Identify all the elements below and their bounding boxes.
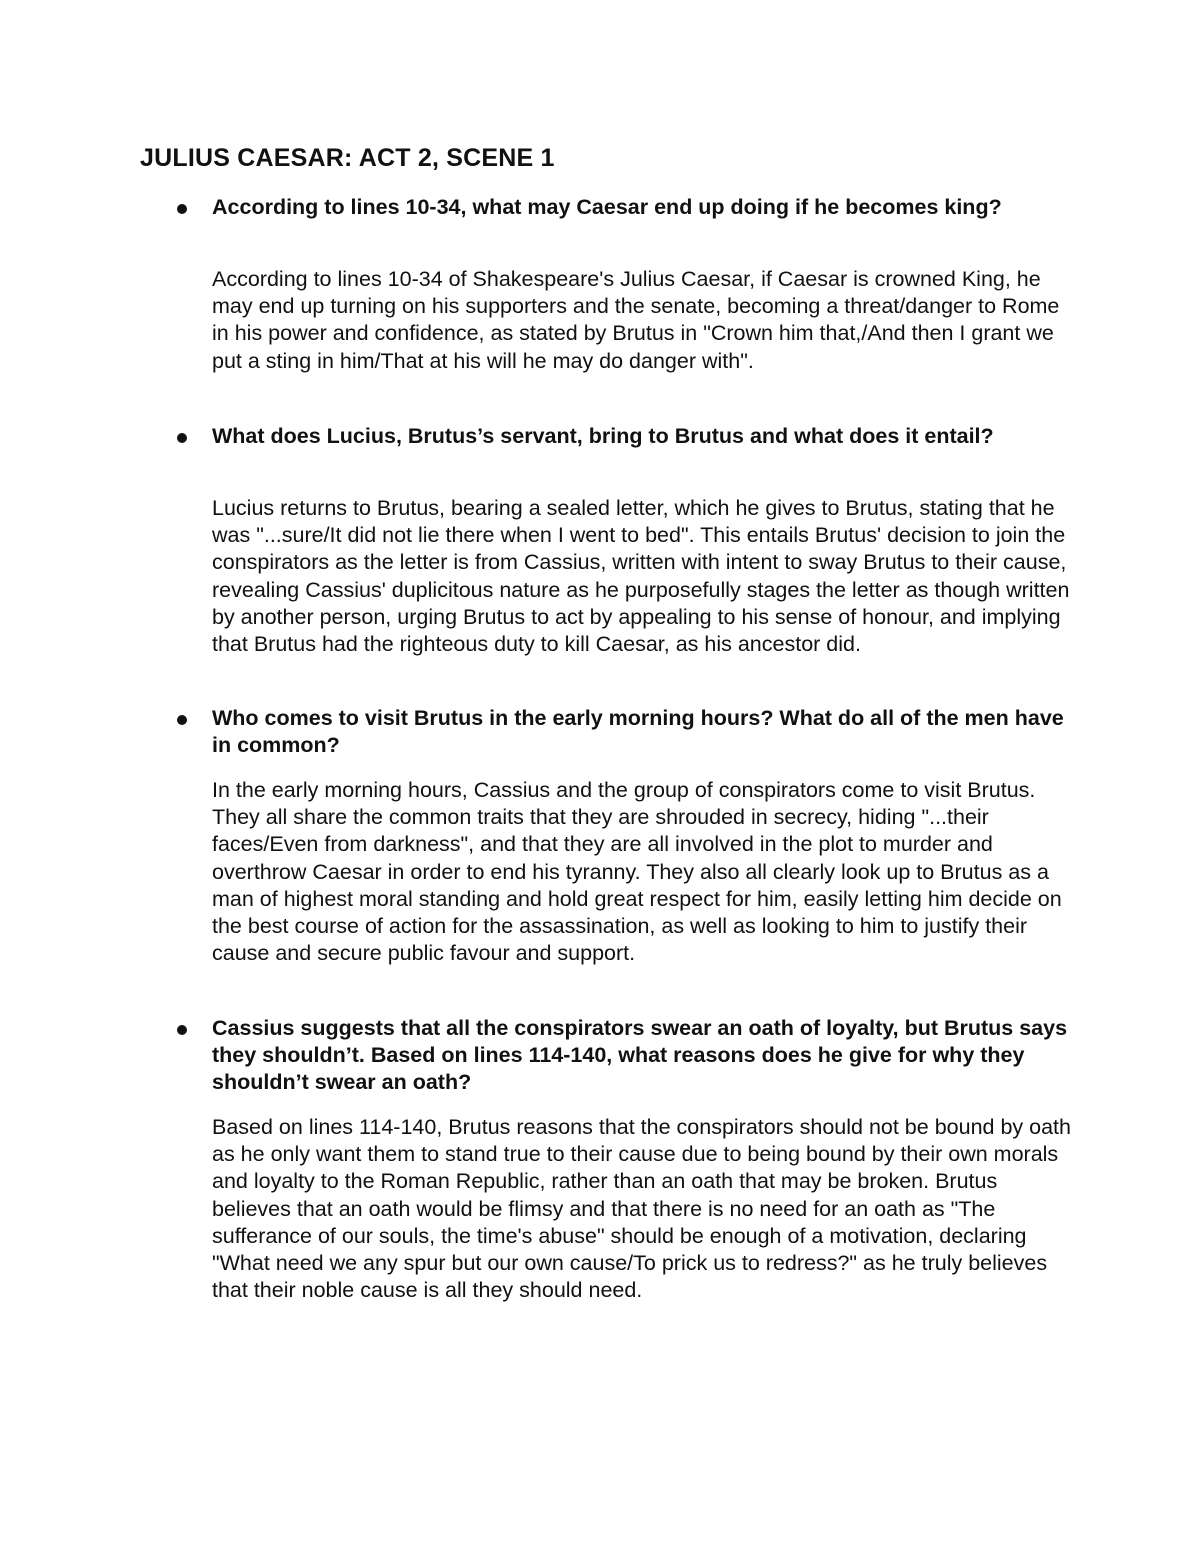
question-text: Who comes to visit Brutus in the early morning hours? What do all of the men have in common? <box>212 706 1064 757</box>
bullet-icon <box>177 433 187 443</box>
document-title: JULIUS CAESAR: ACT 2, SCENE 1 <box>140 144 555 172</box>
answer-text: Lucius returns to Brutus, bearing a sealed letter, which he gives to Brutus, stating that he was "...sure/It did not lie there when I went to bed". This entails Brutus' decision to join the conspirators as the letter is from Cassius, written with intent to sway Brutus to their cause, revealing Cassius' duplicitous nature as he purposefully stages the letter as though written by another person, urging Brutus to act by appealing to his sense of honour, and implying that Brutus had the righteous duty to kill Caesar, as his ancestor did. <box>212 496 1070 657</box>
question-text: What does Lucius, Brutus’s servant, bring to Brutus and what does it entail? <box>212 424 994 448</box>
bullet-icon <box>177 715 187 725</box>
answer-text: In the early morning hours, Cassius and the group of conspirators come to visit Brutus. They all share the common traits that they are shrouded in secrecy, hiding "...their faces/Even from darkness", and that they are all involved in the plot to murder and overthrow Caesar in order to end his tyranny. They also all clearly look up to Brutus as a man of highest moral standing and hold great respect for him, easily letting him decide on the best course of action for the assassination, as well as looking to him to justify their cause and secure public favour and support. <box>212 778 1062 966</box>
answer-text: According to lines 10-34 of Shakespeare's Julius Caesar, if Caesar is crowned King, he may end up turning on his supporters and the senate, becoming a threat/danger to Rome in his power and confidence, as stated by Brutus in "Crown him that,/And then I grant we put a sting in him/That at his will he may do danger with". <box>212 267 1060 373</box>
answer-text: Based on lines 114-140, Brutus reasons that the conspirators should not be bound by oath as he only want them to stand true to their cause due to being bound by their own morals and loyalty to the Roman Republic, rather than an oath that may be broken. Brutus believes that an oath would be flimsy and that there is no need for an oath as "The sufferance of our souls, the time's abuse" should be enough of a motivation, declaring "What need we any spur but our own cause/To prick us to redress?" as he truly believes that their noble cause is all they should need. <box>212 1115 1071 1303</box>
bullet-icon <box>177 204 187 214</box>
question-text: According to lines 10-34, what may Caesar end up doing if he becomes king? <box>212 195 1002 219</box>
bullet-icon <box>177 1025 187 1035</box>
question-text: Cassius suggests that all the conspirators swear an oath of loyalty, but Brutus says they shouldn’t. Based on lines 114-140, what reasons does he give for why they shouldn’t swear an oath? <box>212 1016 1068 1094</box>
